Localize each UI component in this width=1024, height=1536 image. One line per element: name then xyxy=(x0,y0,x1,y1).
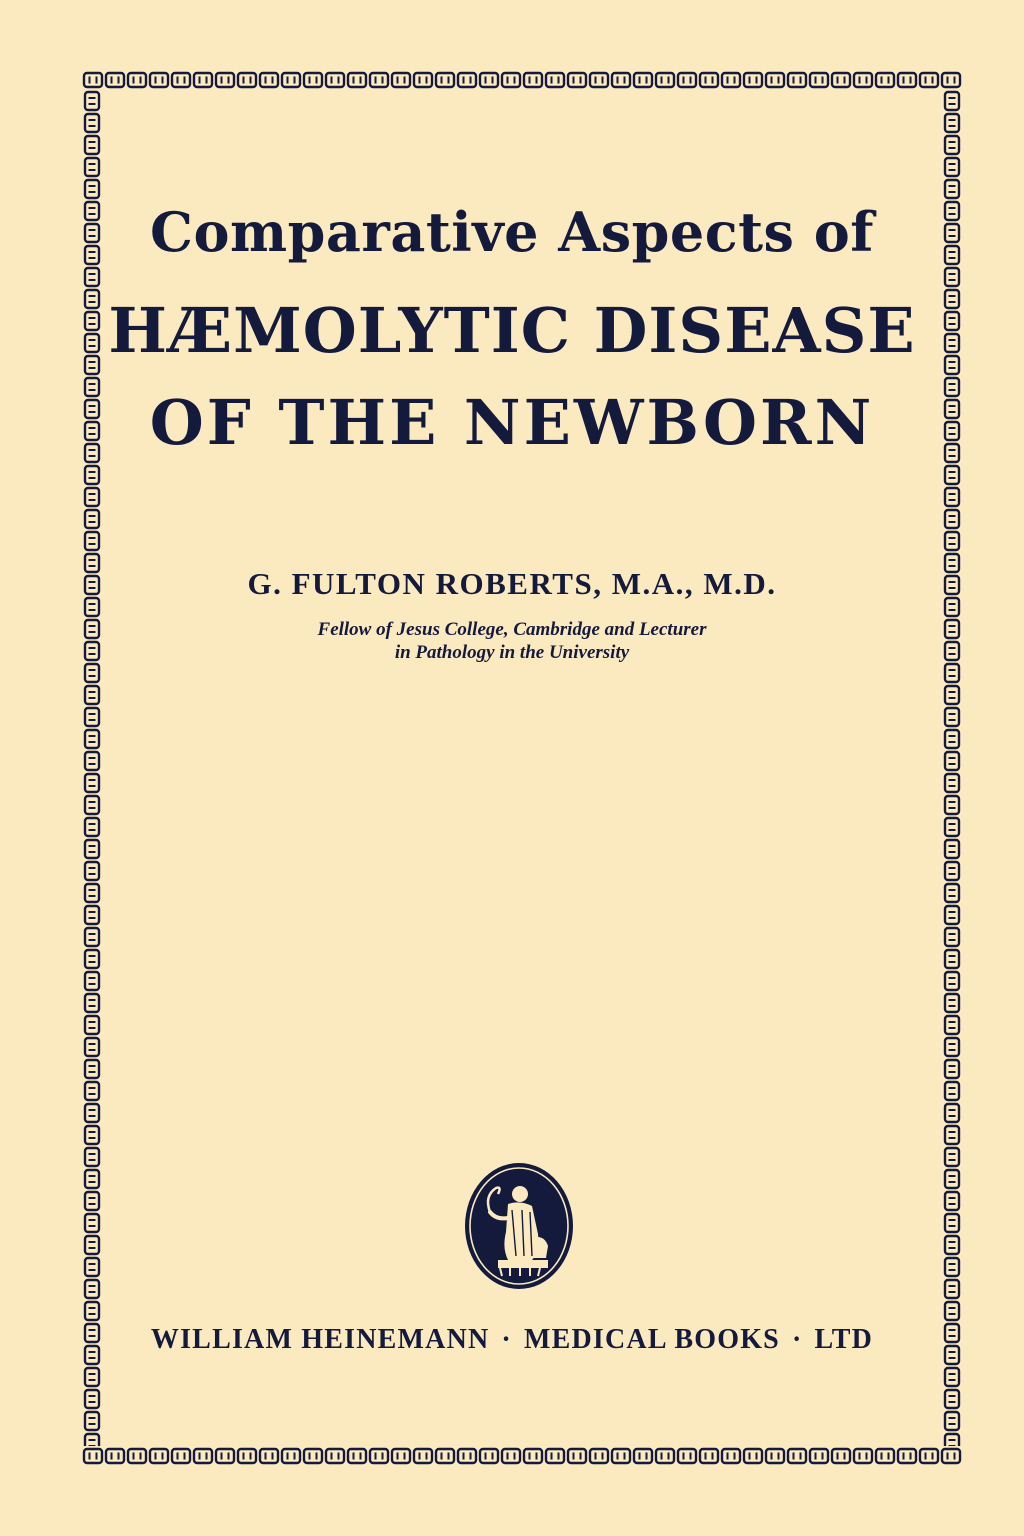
publisher-separator: · xyxy=(791,1324,803,1355)
publisher-imprint: MEDICAL BOOKS xyxy=(523,1324,780,1355)
publisher-suffix: LTD xyxy=(814,1324,874,1355)
title-line-2: HÆMOLYTIC DISEASE xyxy=(108,294,916,367)
title-line-3: OF THE NEWBORN xyxy=(149,386,875,459)
publisher-name: WILLIAM HEINEMANN xyxy=(150,1324,490,1355)
greek-key-border-top-icon xyxy=(82,70,962,90)
publisher-separator: · xyxy=(501,1324,512,1355)
author-affiliation xyxy=(0,618,1024,664)
publisher-seal-icon xyxy=(462,1160,576,1292)
publisher-line xyxy=(0,1324,1024,1356)
title-line-1: Comparative Aspects of xyxy=(150,200,874,264)
greek-key-border-bottom-icon xyxy=(82,1446,962,1466)
affiliation-line-1: Fellow of Jesus College, Cambridge and Lecturer xyxy=(317,619,707,640)
author-name: G. FULTON ROBERTS, M.A., M.D. xyxy=(247,566,777,601)
affiliation-line-2: in Pathology in the University xyxy=(394,642,630,663)
